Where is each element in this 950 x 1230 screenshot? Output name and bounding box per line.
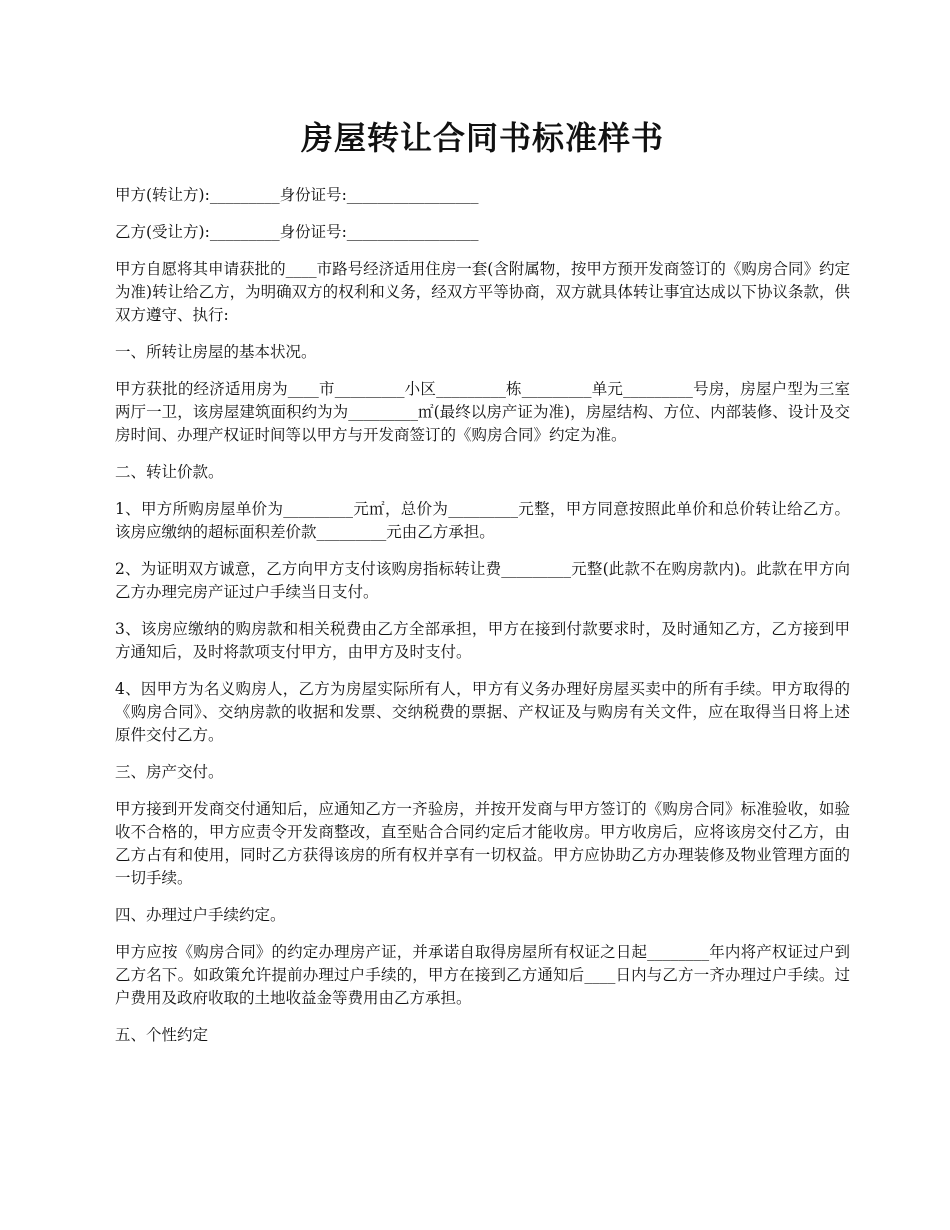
clause-1: 1、甲方所购房屋单价为_________元㎡，总价为_________元整，甲方同意按照此单价和总价转让给乙方。该房应缴纳的超标面积差价款_________元由乙方承担。	[115, 500, 850, 541]
clause-4: 4、因甲方为名义购房人，乙方为房屋实际所有人，甲方有义务办理好房屋买卖中的所有手续。甲方取得的《购房合同》、交纳房款的收据和发票、交纳税费的票据、产权证及与购房有关文件，应在取得当日将上述原件交付乙方。	[115, 680, 850, 744]
section-4-heading: 四、办理过户手续约定。	[115, 906, 286, 924]
party-b-line: 乙方(受让方):_________身份证号:_________________	[115, 223, 479, 241]
section-3-body: 甲方接到开发商交付通知后，应通知乙方一齐验房，并按开发商与甲方签订的《购房合同》标准验收，如验收不合格的，甲方应责令开发商整改，直至贴合合同约定后才能收房。甲方收房后，应将该房交付乙方，由乙方占有和使用，同时乙方获得该房的所有权并享有一切权益。甲方应协助乙方办理装修及物业管理方面的一切手续。	[115, 800, 850, 887]
clause-2: 2、为证明双方诚意，乙方向甲方支付该购房指标转让费_________元整(此款不在购房款内)。此款在甲方向乙方办理完房产证过户手续当日支付。	[115, 560, 850, 601]
section-5-heading: 五、个性约定	[115, 1026, 209, 1044]
intro-paragraph: 甲方自愿将其申请获批的____市路号经济适用住房一套(含附属物，按甲方预开发商签订的《购房合同》约定为准)转让给乙方，为明确双方的权利和义务，经双方平等协商，双方就具体转让事宜达成以下协议条款，供双方遵守、执行:	[115, 260, 850, 324]
section-1-body: 甲方获批的经济适用房为____市_________小区_________栋_________单元_________号房，房屋户型为三室两厅一卫，该房屋建筑面积约为为_________㎡(最终以房产证为准)，房屋结构、方位、内部装修、设计及交房时间、办理产权证时间等以甲方与开发商签订的《购房合同》约定为准。	[115, 380, 850, 444]
section-1-heading: 一、所转让房屋的基本状况。	[115, 343, 317, 361]
section-2-heading: 二、转让价款。	[115, 463, 224, 481]
document-title: 房屋转让合同书标准样书	[300, 119, 664, 157]
clause-3: 3、该房应缴纳的购房款和相关税费由乙方全部承担，甲方在接到付款要求时，及时通知乙方，乙方接到甲方通知后，及时将款项支付甲方，由甲方及时支付。	[115, 620, 850, 661]
party-a-line: 甲方(转让方):_________身份证号:_________________	[115, 186, 479, 204]
section-4-body: 甲方应按《购房合同》的约定办理房产证，并承诺自取得房屋所有权证之日起________年内将产权证过户到乙方名下。如政策允许提前办理过户手续的，甲方在接到乙方通知后____日内与乙方一齐办理过户手续。过户费用及政府收取的土地收益金等费用由乙方承担。	[115, 943, 850, 1007]
section-3-heading: 三、房产交付。	[115, 763, 224, 781]
contract-page	[115, 0, 850, 1047]
